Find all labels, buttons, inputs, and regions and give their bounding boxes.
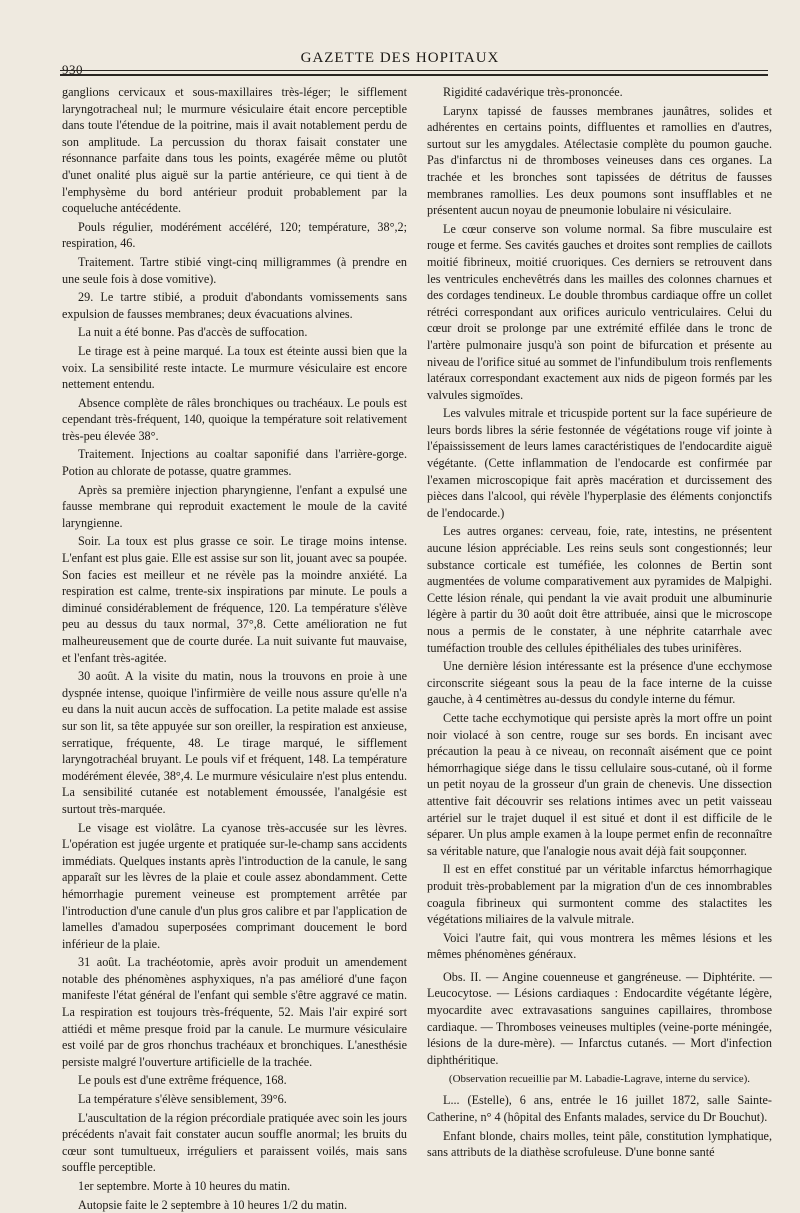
paragraph: La température s'élève sensiblement, 39°6. xyxy=(78,1092,287,1107)
observation-credit: (Observation recueillie par M. Labadie-Lagrave, interne du service). xyxy=(448,1073,751,1086)
paragraph: Cette tache ecchymotique qui persiste après la mort offre un point noir violacé à son centre, rouge sur ses bords. En incisant avec précaution la peau à ce niveau, on reconnaît aisément que ce point hémorrhagique siége dans le tissu cellulaire sous-cutané, où il forme un petit noyau de la grosseur d'un grain de chenevis. Une dissection attentive fait découvrir ses relations intimes avec un petit vaisseau artériel sur le trajet duquel il est situé et dont il est difficile de le séparer. Un plus ample examen à la loupe permet enfin de reconnaître sa véritable nature, que l'analogie nous avait déjà fait soupçonner. xyxy=(427,710,772,858)
header-rule xyxy=(60,70,768,71)
paragraph: Voici l'autre fait, qui vous montrera les mêmes lésions et les mêmes phénomènes généraux. xyxy=(427,930,772,962)
case-heading: Obs. II. — Angine couenneuse et gangréneuse. — Diphtérite. — Leucocytose. — Lésions cardiaques : Endocardite végétante légère, myocardite avec extravasations sanguines capillaires, thrombose cardiaque. — Thromboses veineuses multiples (veine-porte méningée, lésions de la dure-mère). — Infarctus cutanés. — Mort d'infection diphthéritique. xyxy=(427,969,772,1067)
paragraph: Les autres organes: cerveau, foie, rate, intestins, ne présentent aucune lésion appréciable. Les reins seuls sont congestionnés; leur substance corticale est tuméfiée, les colonnes de Bertin sont augmentées de volume comparativement aux pyramides de Malpighi. Cette lésion rénale, qui pendant la vie avait produit une albuminurie légère à partir du 30 août doit être attribuée, ainsi que le microscope nous a permis de le constater, à une néphrite catarrhale avec tuméfaction trouble des cellules épithéliales des tubes urinifères. xyxy=(427,524,772,655)
paragraph: 29. Le tartre stibié, a produit d'abondants vomissements sans expulsion de fausses membranes; deux évacuations alvines. xyxy=(62,290,407,321)
paragraph: 31 août. La trachéotomie, après avoir produit un amendement notable des phénomènes asphyxiques, n'a pas amélioré d'une façon manifeste l'état général de l'enfant qui semble s'être aggravé ce matin. La respiration est toujours très-fréquente, 52. Mais l'air expiré sort attiédi et même presque froid par la canule. Le murmure vésiculaire est voilé par de gros rhonchus trachéaux et bronchiques. L'anesthésie persiste malgré l'ouverture artificielle de la trachée. xyxy=(62,955,407,1069)
paragraph: Le cœur conserve son volume normal. Sa fibre musculaire est rouge et ferme. Ses cavités gauches et droites sont remplies de caillots moitié fibrineux, moitié cruoriques. Ces derniers se retrouvent dans les ventricules enchevêtrés dans les mailles des colonnes charnues et des cordages tendineux. Le double thrombus cardiaque offre un collet rétréci correspondant aux orifices auriculo ventriculaires. Celui du cœur droit se prolonge par une extrémité effilée dans le tronc de l'artère pulmonaire jusqu'à son point de bifurcation et présente au niveau de l'orifice situé au sommet de l'infundibulum trois renflements latéraux correspondant exactement aux nids de pigeon formés par les valvules sigmoïdes. xyxy=(427,221,772,402)
paragraph: La nuit a été bonne. Pas d'accès de suffocation. xyxy=(78,325,308,340)
page-header xyxy=(0,0,800,77)
paragraph: Rigidité cadavérique très-prononcée. xyxy=(443,85,623,99)
paragraph: Absence complète de râles bronchiques ou trachéaux. Le pouls est cependant très-fréquent, 140, quoique la température soit relativement très-peu élevée 38°. xyxy=(62,395,407,443)
paragraph: Pouls régulier, modérément accéléré, 120; température, 38°,2; respiration, 46. xyxy=(62,219,407,251)
paragraph: L'auscultation de la région précordiale pratiquée avec soin les jours précédents n'avait fait constater aucun souffle anormal; les bruits du cœur sont tumultueux, irréguliers et paraissent voilés, mais sans souffle perceptible. xyxy=(62,1110,407,1175)
paragraph: 30 août. A la visite du matin, nous la trouvons en proie à une dyspnée intense, quoique l'infirmière de veille nous assure qu'elle n'a eu dans la nuit aucun accès de suffocation. La petite malade est assise sur son lit, sa tête appuyée sur son oreiller, la respiration est anxieuse, serratique, fréquente, 48. Le tirage marqué, le sifflement laryngotrachéal bruyant. Le pouls vif et fréquent, 148. La température modérément élevée, 38°,4. Le murmure vésiculaire n'est plus entendu. La sensibilité cutanée est notablement émoussée, l'analgésie est surtout très-marquée. xyxy=(62,669,407,816)
paragraph: Le visage est violâtre. La cyanose très-accusée sur les lèvres. L'opération est jugée urgente et pratiquée sur-le-champ sans accidents immédiats. Quelques instants après l'introduction de la canule, le sang apparaît sur les lèvres de la plaie et coule assez abondamment. Cette hémorrhagie purement veineuse est promptement arrêtée par l'introduction d'une canule d'un plus gros calibre et par l'application de lamelles d'amadou superposées comprimant doucement le bord inférieur de la plaie. xyxy=(62,820,407,951)
paragraph: Autopsie faite le 2 septembre à 10 heures 1/2 du matin. xyxy=(78,1197,348,1212)
paragraph: Une dernière lésion intéressante est la présence d'une ecchymose circonscrite siégeant sous la peau de la face interne de la cuisse gauche, à 4 centimètres au-dessus du condyle interne du fémur. xyxy=(427,659,772,707)
paragraph: Larynx tapissé de fausses membranes jaunâtres, solides et adhérentes en certains points, diffluentes et ramollies en d'autres, surtout sur les amygdales. Atélectasie complète du poumon gauche. Pas d'infarctus ni de thromboses veineuses dans ces organes. La trachée et les bronches sont tapissées de détritus de fausses membranes ramollies. Les deux poumons sont insufflables et ne présentent aucun noyau de pneumonie lobulaire ni vésiculaire. xyxy=(427,103,772,218)
paragraph: Il est en effet constitué par un véritable infarctus hémorrhagique produit très-probablement par la migration d'un de ces innombrables coagula fibrineux qui surmontent comme des stalactites les végétations miliaires de la valvule mitrale. xyxy=(427,862,772,927)
header-rule-thick xyxy=(60,74,768,76)
paragraph: Traitement. Injections au coaltar saponifié dans l'arrière-gorge. Potion au chlorate de potasse, quatre grammes. xyxy=(62,447,407,479)
paragraph: L... (Estelle), 6 ans, entrée le 16 juillet 1872, salle Sainte-Catherine, n° 4 (hôpital des Enfants malades, service du Dr Bouchut). xyxy=(427,1093,772,1125)
paragraph: Traitement. Tartre stibié vingt-cinq milligrammes (à prendre en une seule fois à dose vomitive). xyxy=(62,254,407,286)
paragraph: Les valvules mitrale et tricuspide portent sur la face supérieure de leurs bords libres la série festonnée de végétations rouge vif jointe à l'épaississement de leurs lames caractéristiques de l'endocardite aiguë végétante. (Cette inflammation de l'endocarde est confirmée par l'examen microscopique fait après macération et durcissement des pièces dans l'alcool, qui révèle l'hyperplasie des éléments conjonctifs de l'endocarde.) xyxy=(427,406,772,520)
paragraph: ganglions cervicaux et sous-maxillaires très-léger; le sifflement laryngotracheal nul; le murmure vésiculaire était encore perceptible dans toute l'étendue de la poitrine, mais il avait notablement perdu de son amplitude. La percussion du thorax faisait constater une résonnance parfaite dans tous les points, exagérée même ou plutôt d'unet onalité plus aiguë sur la partie antérieure, ce qui tient à de l'emphysème du bord antérieur produit probablement par la coqueluche antécédente. xyxy=(62,85,407,216)
paragraph: Soir. La toux est plus grasse ce soir. Le tirage moins intense. L'enfant est plus gaie. Elle est assise sur son lit, jouant avec sa poupée. Son facies est meilleur et ne révèle pas la moindre anxiété. La respiration est calme, trente-six inspirations par minute. Le pouls a diminué considérablement de fréquence, 120. La température s'élève peu au dessus du taux normal, 37°,8. Cette amélioration ne fut malheureusement que de courte durée. La nuit suivante fut mauvaise, et l'enfant très-agitée. xyxy=(62,534,407,665)
left-column xyxy=(62,84,407,1212)
right-column xyxy=(427,84,772,1160)
paragraph: Le pouls est d'une extrême fréquence, 168. xyxy=(78,1073,287,1088)
paragraph: Le tirage est à peine marqué. La toux est éteinte aussi bien que la voix. La sensibilité reste intacte. Le murmure vésiculaire est encore nettement entendu. xyxy=(62,343,407,392)
paragraph: Enfant blonde, chairs molles, teint pâle, constitution lymphatique, sans attributs de la diathèse scrofuleuse. D'une bonne santé xyxy=(427,1128,772,1160)
running-title: GAZETTE DES HOPITAUX xyxy=(300,50,500,66)
paragraph: Après sa première injection pharyngienne, l'enfant a expulsé une fausse membrane qui reproduit exactement le moule de la cavité laryngienne. xyxy=(62,482,407,530)
paragraph: 1er septembre. Morte à 10 heures du matin. xyxy=(78,1179,291,1193)
page-number: 930 xyxy=(62,62,83,77)
